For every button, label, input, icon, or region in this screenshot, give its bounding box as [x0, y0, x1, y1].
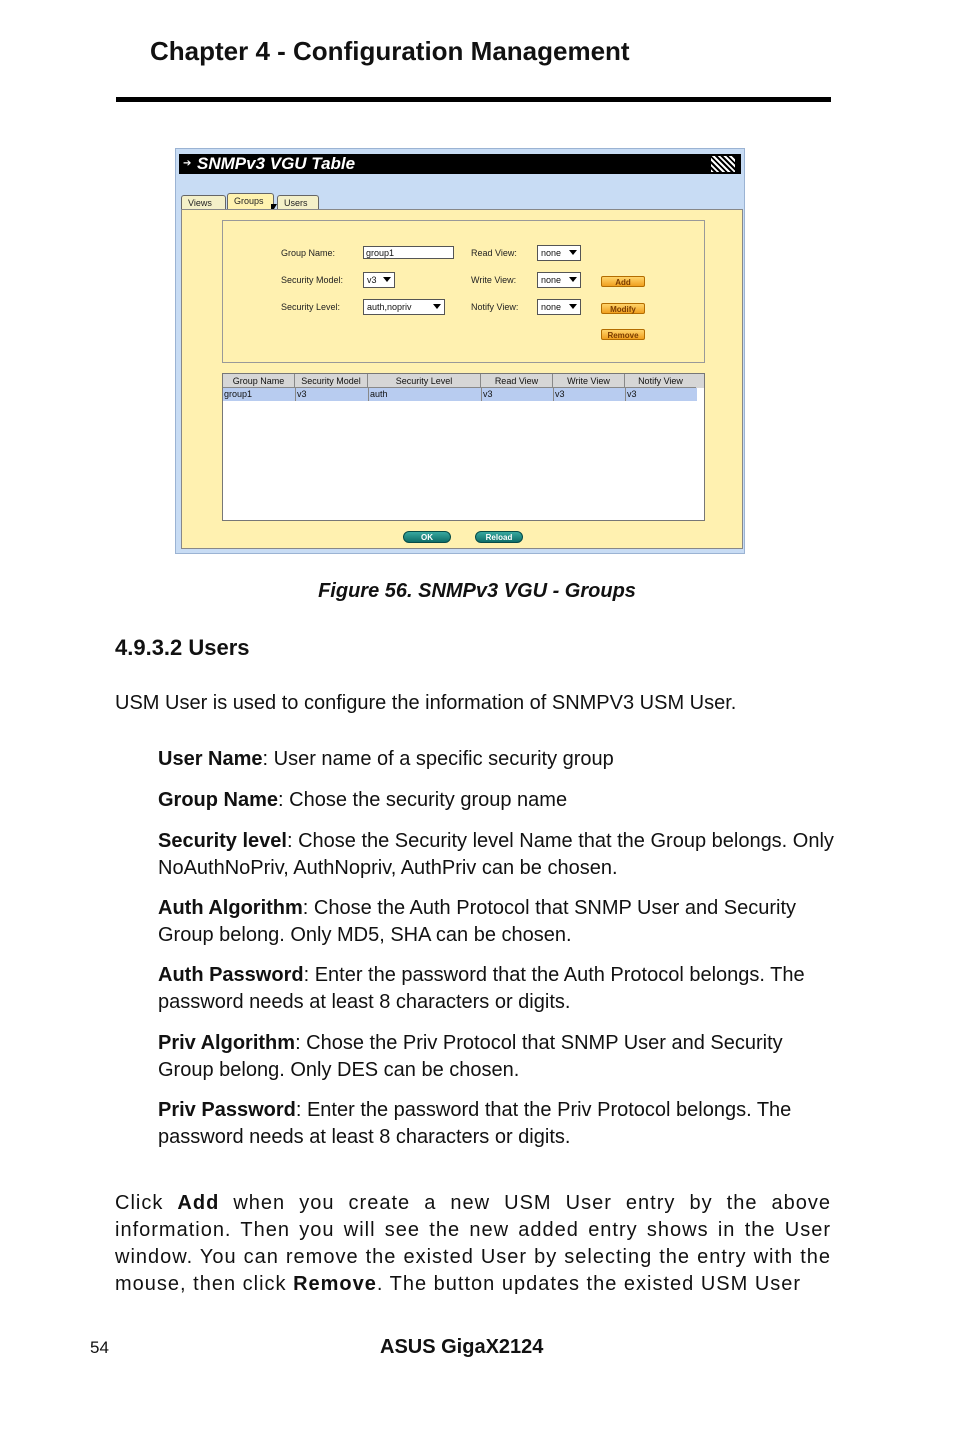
page-number: 54 [90, 1338, 109, 1357]
security-model-select[interactable] [363, 272, 395, 288]
col-header-write-view[interactable]: Write View [553, 374, 625, 388]
ok-button[interactable]: OK [403, 531, 451, 543]
read-view-select[interactable] [537, 245, 581, 261]
col-header-security-model[interactable]: Security Model [295, 374, 368, 388]
definition-text: : Chose the Priv Protocol that SNMP User and Security Group belong. Only DES can be chosen. [158, 1032, 783, 1081]
security-level-select[interactable] [363, 299, 445, 315]
cell-security-model: v3 [295, 388, 368, 401]
definition-text: : Enter the password that the Priv Protocol belongs. The password needs at least 8 characters or digits. [158, 1099, 792, 1148]
cell-read-view: v3 [481, 388, 553, 401]
group-form [222, 220, 705, 363]
definition-security-level [158, 828, 838, 882]
window-title: SNMPv3 VGU Table [197, 154, 356, 173]
cell-write-view: v3 [553, 388, 625, 401]
screenshot-figure [175, 148, 745, 554]
col-header-notify-view[interactable]: Notify View [625, 374, 697, 388]
table-row[interactable] [223, 388, 697, 401]
header-rule [116, 97, 831, 102]
definition-priv-password [158, 1097, 838, 1151]
title-arrow-icon: ➔ [183, 158, 192, 169]
read-view-value: none [541, 248, 562, 258]
cell-group-name: group1 [224, 389, 253, 399]
section-heading: 4.9.3.2 Users [115, 635, 250, 660]
definition-auth-password [158, 962, 838, 1016]
reload-button[interactable]: Reload [475, 531, 523, 543]
paragraph-bold-remove: Remove [293, 1273, 377, 1295]
definition-user-name [158, 746, 838, 773]
logo-icon [711, 156, 735, 172]
chevron-down-icon [383, 277, 391, 282]
paragraph-bold-add: Add [177, 1192, 220, 1214]
groups-panel [181, 209, 743, 549]
definition-term: Group Name [158, 789, 279, 811]
write-view-label: Write View: [471, 275, 517, 285]
chevron-down-icon [569, 304, 577, 309]
definition-term: User Name [158, 748, 263, 770]
security-model-value: v3 [367, 275, 377, 285]
write-view-value: none [541, 275, 562, 285]
col-header-group-name[interactable]: Group Name [223, 374, 295, 388]
col-header-read-view[interactable]: Read View [481, 374, 553, 388]
definition-auth-algorithm [158, 895, 838, 949]
paragraph-text: Click [115, 1192, 178, 1214]
notify-view-label: Notify View: [471, 302, 519, 312]
chevron-down-icon [569, 250, 577, 255]
modify-button[interactable]: Modify [601, 303, 645, 314]
chevron-down-icon [433, 304, 441, 309]
remove-button[interactable]: Remove [601, 329, 645, 340]
cell-notify-view: v3 [625, 388, 697, 401]
definition-text: : Chose the Security level Name that the Group belongs. Only NoAuthNoPriv, AuthNopriv, AuthPriv can be chosen. [158, 830, 834, 879]
write-view-select[interactable] [537, 272, 581, 288]
definition-text: : Enter the password that the Auth Protocol belongs. The password needs at least 8 characters or digits. [158, 964, 805, 1013]
chevron-down-icon [569, 277, 577, 282]
tab-views[interactable]: Views [181, 195, 226, 209]
groups-table [222, 373, 705, 521]
footer-title: ASUS GigaX2124 [380, 1336, 544, 1358]
definition-text: : Chose the security group name [278, 789, 568, 811]
section-intro: USM User is used to configure the information of SNMPV3 USM User. [115, 692, 737, 714]
add-button[interactable]: Add [601, 276, 645, 287]
cell-security-level: auth [368, 388, 481, 401]
definition-term: Security level [158, 830, 287, 852]
notify-view-value: none [541, 302, 562, 312]
col-header-security-level[interactable]: Security Level [368, 374, 481, 388]
notify-view-select[interactable] [537, 299, 581, 315]
security-model-label: Security Model: [281, 275, 344, 285]
chapter-title: Chapter 4 - Configuration Management [150, 36, 630, 66]
read-view-label: Read View: [471, 248, 517, 258]
usm-user-paragraph [115, 1190, 831, 1298]
definition-term: Auth Algorithm [158, 897, 303, 919]
window-titlebar [179, 154, 741, 174]
security-level-label: Security Level: [281, 302, 341, 312]
definition-term: Auth Password [158, 964, 304, 986]
group-name-input[interactable]: group1 [363, 246, 454, 259]
tab-users[interactable]: Users [277, 195, 319, 209]
security-level-value: auth,nopriv [367, 302, 412, 312]
definition-group-name [158, 787, 838, 814]
tab-groups[interactable]: Groups [227, 193, 274, 209]
paragraph-text: when you create a new USM User entry by the above information. Then you will see the new added entry shows in the User window. You can remove the existed User by selecting the entry with the mouse, then click [115, 1192, 831, 1295]
group-name-label: Group Name: [281, 248, 336, 258]
definition-term: Priv Algorithm [158, 1032, 296, 1054]
definition-text: : User name of a specific security group [262, 748, 614, 770]
table-scrollbar[interactable] [696, 374, 704, 388]
definition-text: : Chose the Auth Protocol that SNMP User and Security Group belong. Only MD5, SHA can be chosen. [158, 897, 797, 946]
definition-priv-algorithm [158, 1030, 838, 1084]
figure-caption: Figure 56. SNMPv3 VGU - Groups [318, 580, 636, 602]
paragraph-text: . The button updates the existed USM User [376, 1273, 802, 1295]
definition-term: Priv Password [158, 1099, 296, 1121]
